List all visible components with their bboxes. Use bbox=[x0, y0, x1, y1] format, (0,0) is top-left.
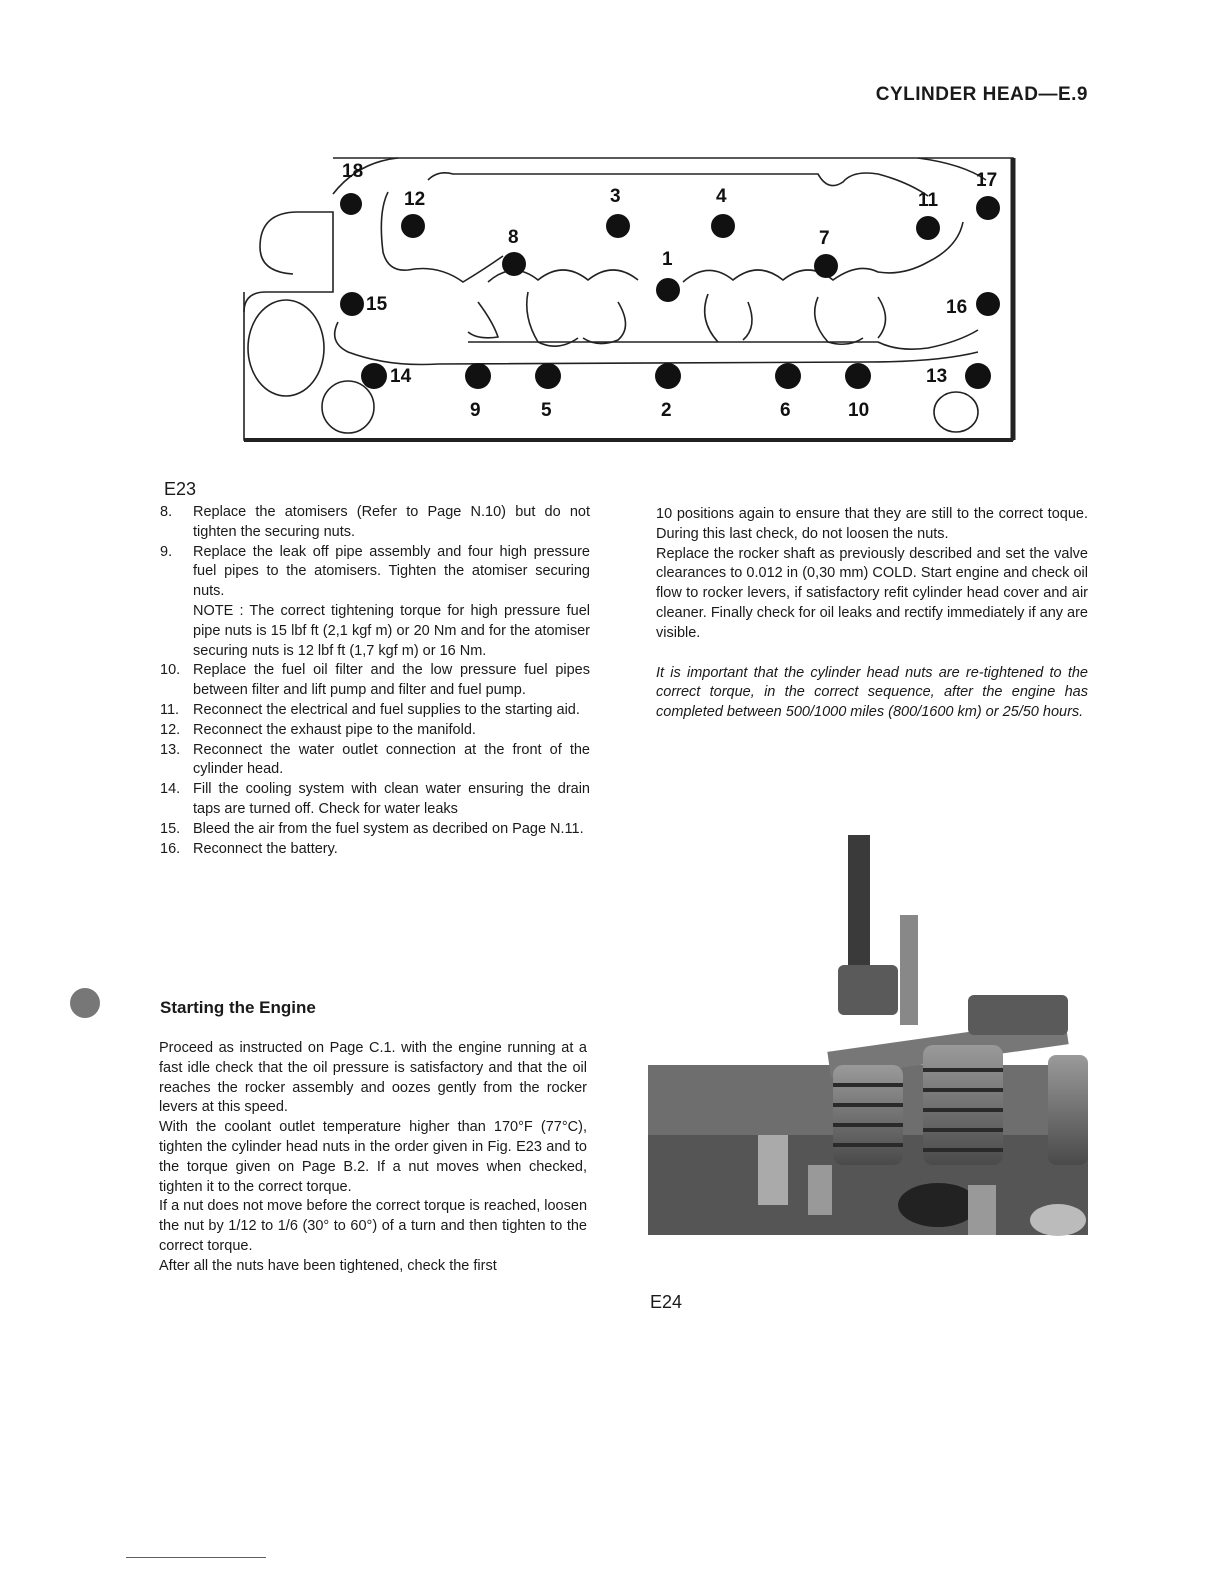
bolt-label-14: 14 bbox=[390, 366, 412, 387]
list-item bbox=[160, 661, 590, 701]
item-number: 13. bbox=[160, 741, 181, 758]
bolt-11 bbox=[916, 216, 940, 240]
margin-bullet-icon bbox=[70, 988, 100, 1018]
cylinder-head-diagram bbox=[238, 152, 1018, 444]
list-item bbox=[160, 721, 590, 741]
bolt-label-10: 10 bbox=[848, 400, 870, 421]
paragraph: If a nut does not move before the correct torque is reached, loosen the nut by 1/12 to 1/6 (30° to 60°) of a turn and then tighten to the correct torque. bbox=[159, 1198, 588, 1254]
bolt-label-11: 11 bbox=[918, 190, 939, 211]
list-item bbox=[160, 741, 590, 781]
page-header: CYLINDER HEAD—E.9 bbox=[875, 84, 1088, 105]
bolt-9 bbox=[465, 363, 491, 389]
bolt-5 bbox=[535, 363, 561, 389]
list-item bbox=[160, 543, 590, 602]
item-text: Replace the leak off pipe assembly and four high pressure fuel pipes to the atomisers. Tighten the atomiser securing nuts. bbox=[193, 543, 590, 600]
bolt-label-8: 8 bbox=[508, 227, 519, 248]
bolt-label-17: 17 bbox=[976, 170, 998, 191]
right-column bbox=[656, 505, 1088, 723]
bolt-7 bbox=[814, 254, 838, 278]
retorque-note: It is important that the cylinder head nuts are re-tightened to the correct torque, in the correct sequence, after the engine has completed between 500/1000 miles (800/1600 km) or 25/50 hours. bbox=[656, 664, 1088, 721]
section-title: Starting the Engine bbox=[160, 998, 316, 1017]
list-item bbox=[160, 503, 590, 543]
item-text: Reconnect the electrical and fuel supplies to the starting aid. bbox=[193, 701, 580, 718]
item-text: Reconnect the water outlet connection at the front of the cylinder head. bbox=[193, 741, 590, 778]
bolt-label-7: 7 bbox=[819, 228, 830, 249]
bolt-10 bbox=[845, 363, 871, 389]
item-number: 11. bbox=[160, 701, 180, 718]
paragraph: With the coolant outlet temperature higher than 170°F (77°C), tighten the cylinder head nuts in the order given in Fig. E23 and to the torque given on Page B.2. If a nut moves when checked, tighten it to the correct torque. bbox=[159, 1119, 587, 1195]
item-text: Reconnect the exhaust pipe to the manifold. bbox=[193, 721, 476, 738]
item-number: 9. bbox=[160, 543, 173, 560]
item-text: Replace the fuel oil filter and the low pressure fuel pipes between filter and lift pump and filter and fuel pump. bbox=[193, 662, 590, 699]
bolt-18 bbox=[340, 193, 362, 215]
item-text: Bleed the air from the fuel system as decribed on Page N.11. bbox=[193, 820, 584, 837]
torque-note: NOTE : The correct tightening torque for high pressure fuel pipe nuts is 15 lbf ft (2,1 kgf m) or 20 Nm and for the atomiser securing nuts is 12 lbf ft (1,7 kgf m) or 16 Nm. bbox=[193, 602, 590, 659]
bolt-label-1: 1 bbox=[662, 249, 673, 270]
bolt-3 bbox=[606, 214, 630, 238]
item-number: 10. bbox=[160, 662, 181, 679]
bolt-12 bbox=[401, 214, 425, 238]
bolt-4 bbox=[711, 214, 735, 238]
bolt-14 bbox=[361, 363, 387, 389]
item-text: Fill the cooling system with clean water ensuring the drain taps are turned off. Check for water leaks bbox=[193, 781, 590, 817]
item-number: 15. bbox=[160, 820, 181, 837]
bolt-label-13: 13 bbox=[926, 366, 948, 387]
item-text: Replace the atomisers (Refer to Page N.10) but do not tighten the securing nuts. bbox=[193, 504, 590, 540]
item-text: Reconnect the battery. bbox=[193, 840, 338, 857]
bolt-label-2: 2 bbox=[661, 400, 672, 421]
bolt-label-15: 15 bbox=[366, 294, 388, 315]
list-item bbox=[160, 780, 590, 820]
bolt-label-16: 16 bbox=[946, 297, 968, 318]
bolt-2 bbox=[655, 363, 681, 389]
item-number: 16. bbox=[160, 840, 181, 857]
bolt-15 bbox=[340, 292, 364, 316]
starting-engine-text bbox=[159, 1039, 587, 1277]
bolt-label-4: 4 bbox=[716, 186, 727, 207]
left-column bbox=[160, 503, 590, 859]
bolt-13 bbox=[965, 363, 991, 389]
figure-label-e23: E23 bbox=[164, 479, 197, 499]
bolt-16 bbox=[976, 292, 1000, 316]
rocker-assembly-photo bbox=[648, 835, 1088, 1265]
list-item bbox=[160, 840, 590, 860]
footer-rule bbox=[126, 1557, 266, 1558]
paragraph: Proceed as instructed on Page C.1. with the engine running at a fast idle check that the oil pressure is satisfactory and that the oil reaches the rocker assembly and oozes gently from the rocker levers at this speed. bbox=[159, 1040, 587, 1116]
paragraph: After all the nuts have been tightened, check the first bbox=[159, 1257, 497, 1274]
bolt-label-18: 18 bbox=[342, 161, 364, 182]
item-number: 8. bbox=[160, 504, 173, 520]
bolt-label-3: 3 bbox=[610, 186, 621, 207]
figure-label-e24: E24 bbox=[650, 1292, 683, 1312]
bolt-8 bbox=[502, 252, 526, 276]
bolt-17 bbox=[976, 196, 1000, 220]
list-item bbox=[160, 701, 590, 721]
bolt-1 bbox=[656, 278, 680, 302]
bolt-6 bbox=[775, 363, 801, 389]
paragraph: 10 positions again to ensure that they are still to the correct toque. During this last check, do not loosen the nuts. bbox=[656, 506, 1088, 542]
bolt-label-9: 9 bbox=[470, 400, 481, 421]
bolt-label-5: 5 bbox=[541, 400, 552, 421]
list-item bbox=[160, 820, 590, 840]
bolt-label-6: 6 bbox=[780, 400, 791, 421]
bolt-label-12: 12 bbox=[404, 189, 426, 210]
item-number: 14. bbox=[160, 781, 181, 798]
item-number: 12. bbox=[160, 721, 181, 738]
paragraph: Replace the rocker shaft as previously described and set the valve clearances to 0.012 in (0,30 mm) COLD. Start engine and check oil flow to rocker levers, if satisfactory refit cylinder head cover and air cleaner. Finally check for oil leaks and rectify immediately if any are visible. bbox=[656, 545, 1088, 641]
